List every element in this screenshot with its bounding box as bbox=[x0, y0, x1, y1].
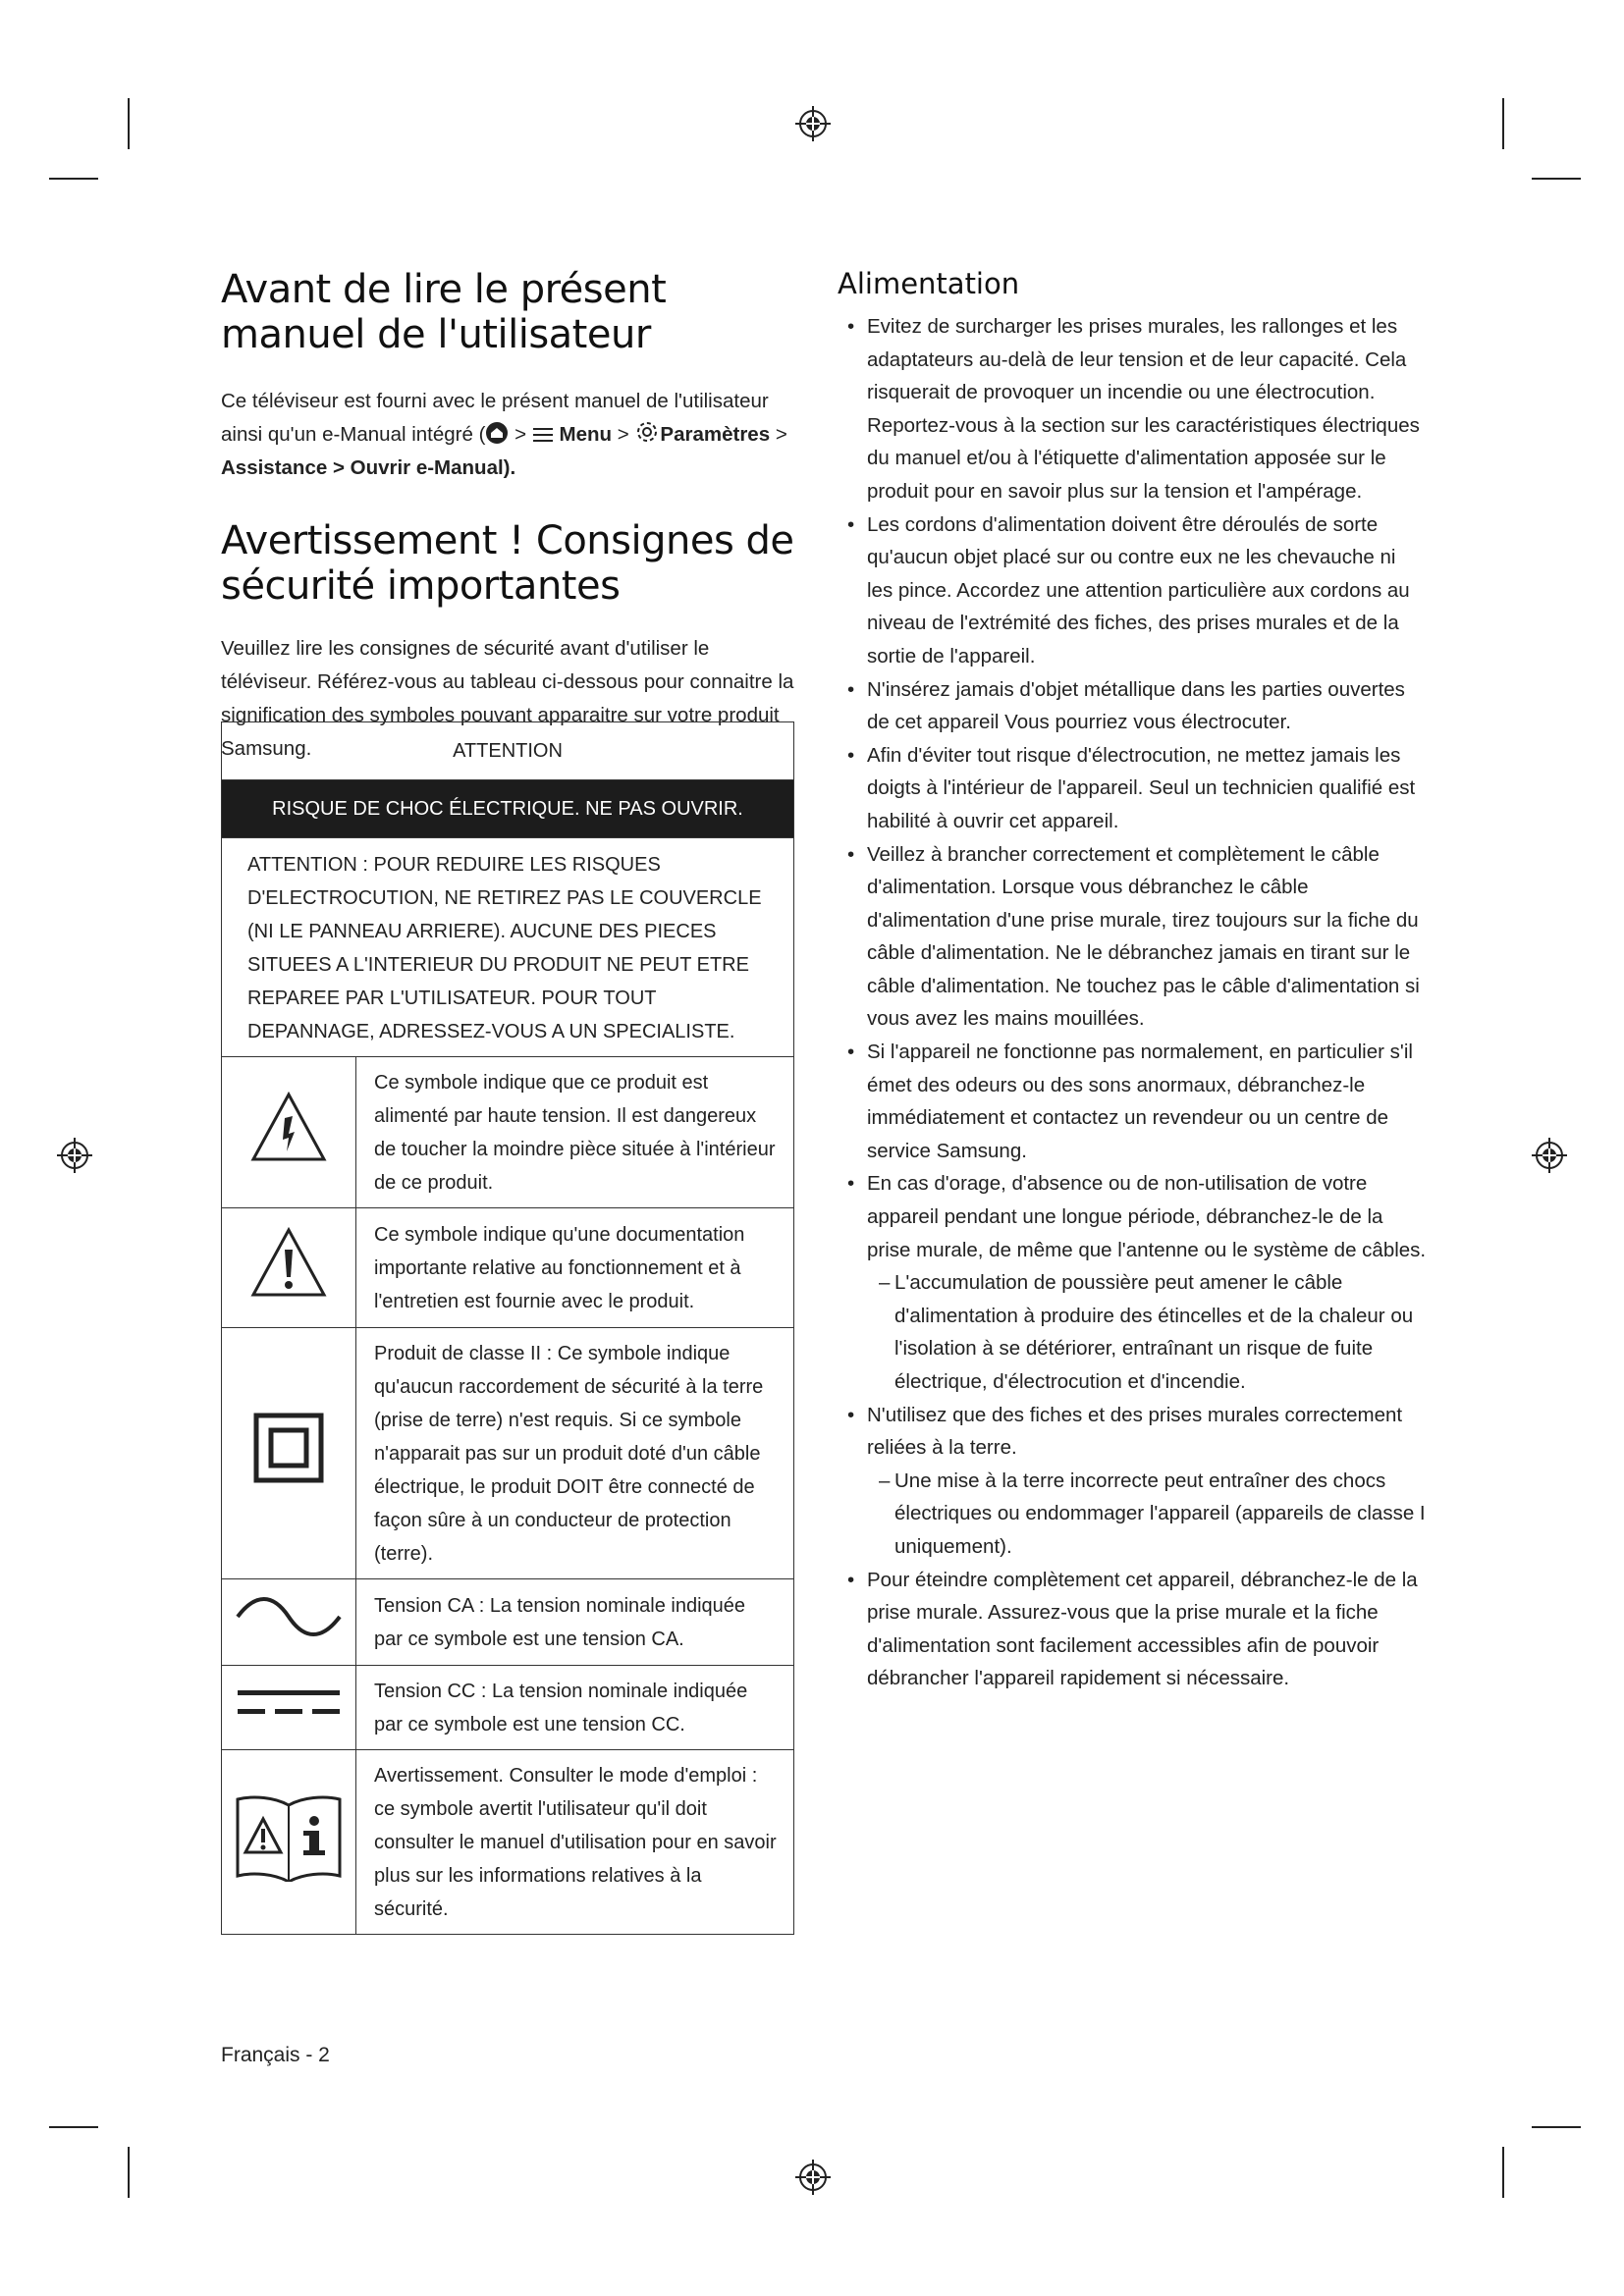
assistance-path: Assistance > Ouvrir e-Manual). bbox=[221, 456, 516, 479]
bullet-icon: • bbox=[847, 1568, 855, 1591]
bullet-icon: • bbox=[847, 743, 855, 767]
registration-mark-icon bbox=[793, 104, 833, 143]
page-footer: Français - 2 bbox=[221, 2044, 330, 2066]
crop-mark bbox=[128, 98, 130, 149]
registration-mark-icon bbox=[1530, 1136, 1569, 1175]
warning-title: Avertissement ! Consignes de sécurité importantes bbox=[221, 518, 794, 609]
symbol-description: Tension CC : La tension nominale indiquée par ce symbole est une tension CC. bbox=[356, 1666, 794, 1750]
ac-wave-icon bbox=[234, 1597, 344, 1636]
symbol-description: Ce symbole indique qu'une documentation importante relative au fonctionnement et à l'entretien est fournie avec le produit. bbox=[356, 1208, 794, 1328]
attention-header: ATTENTION bbox=[222, 722, 794, 780]
registration-mark-icon bbox=[55, 1136, 94, 1175]
bullet-icon: • bbox=[847, 842, 855, 866]
list-item: • Pour éteindre complètement cet appareil, débranchez-le de la prise murale. Assurez-vous que la prise murale et la fiche d'alimentation sont facilement accessibles afin de pouvoir débrancher l'appareil rapidement si nécessaire. bbox=[838, 1564, 1427, 1695]
bullet-icon: • bbox=[847, 1041, 855, 1064]
sub-item: – Une mise à la terre incorrecte peut entraîner des chocs électriques ou endommager l'appareil (appareils de classe I uniquement). bbox=[867, 1465, 1427, 1564]
intro-paragraph: Ce téléviseur est fourni avec le présent manuel de l'utilisateur ainsi qu'un e-Manual intégré ( > Menu > Paramètres > Assistance > Ouvrir e-Manual). bbox=[221, 390, 787, 479]
crop-mark bbox=[49, 178, 98, 180]
bullet-icon: • bbox=[847, 315, 855, 338]
dash-icon: – bbox=[879, 1271, 891, 1295]
registration-mark-icon bbox=[793, 2158, 833, 2197]
left-column bbox=[221, 267, 800, 787]
list-item: • Les cordons d'alimentation doivent être déroulés de sorte qu'aucun objet placé sur ou contre eux ne les chevauche ni les pince. Accordez une attention particulière aux cordons au niveau de l'extrémité des fiches, des prises murales et de la sortie de l'appareil. bbox=[838, 508, 1427, 673]
bullet-icon: • bbox=[847, 1172, 855, 1196]
dc-lines-icon bbox=[234, 1682, 344, 1722]
list-item: • N'insérez jamais d'objet métallique dans les parties ouvertes de cet appareil Vous pourriez vous électrocuter. bbox=[838, 673, 1427, 739]
manual-warning-info-icon bbox=[232, 1791, 346, 1882]
gear-icon bbox=[634, 419, 660, 445]
home-icon bbox=[485, 421, 509, 445]
list-item: • N'utilisez que des fiches et des prises murales correctement reliées à la terre. – Une mise à la terre incorrecte peut entraîner des chocs électriques ou endommager l'appareil (appareils de classe I uniquement). bbox=[838, 1399, 1427, 1564]
safety-symbols-table bbox=[221, 721, 794, 1935]
crop-mark bbox=[1532, 2126, 1581, 2128]
right-column bbox=[838, 267, 1427, 1695]
crop-mark bbox=[1502, 2147, 1504, 2198]
power-section-title: Alimentation bbox=[838, 267, 1020, 300]
exclamation-warning-icon bbox=[249, 1226, 328, 1299]
warning-intro: Veuillez lire les consignes de sécurité avant d'utiliser le téléviseur. Référez-vous au tableau ci-dessous pour connaitre la signification des symboles pouvant apparaitre sur votre produit Samsung. bbox=[221, 637, 794, 760]
parametres-label: Paramètres bbox=[660, 423, 771, 446]
symbol-description: Produit de classe II : Ce symbole indique qu'aucun raccordement de sécurité à la terre (prise de terre) n'est requis. Si ce symbole n'apparait pas sur un produit doté d'un câble électrique, le produit DOIT être connecté de façon sûre à un conducteur de protection (terre). bbox=[356, 1328, 794, 1579]
class-ii-double-square-icon bbox=[253, 1413, 324, 1483]
crop-mark bbox=[128, 2147, 130, 2198]
page-title: Avant de lire le présent manuel de l'utilisateur bbox=[221, 267, 667, 357]
bullet-icon: • bbox=[847, 1403, 855, 1426]
table-row bbox=[222, 1666, 794, 1750]
menu-icon bbox=[532, 425, 554, 445]
power-list bbox=[838, 310, 1427, 1695]
crop-mark bbox=[1532, 178, 1581, 180]
table-row bbox=[222, 1057, 794, 1208]
symbol-description: Ce symbole indique que ce produit est alimenté par haute tension. Il est dangereux de toucher la moindre pièce située à l'intérieur de ce produit. bbox=[356, 1057, 794, 1208]
symbol-description: Avertissement. Consulter le mode d'emploi : ce symbole avertit l'utilisateur qu'il doit consulter le manuel d'utilisation pour en savoir plus sur les informations relatives à la sécurité. bbox=[356, 1750, 794, 1935]
table-row bbox=[222, 1750, 794, 1935]
crop-mark bbox=[1502, 98, 1504, 149]
crop-mark bbox=[49, 2126, 98, 2128]
list-item: • Afin d'éviter tout risque d'électrocution, ne mettez jamais les doigts à l'intérieur de l'appareil. Seul un technicien qualifié est habilité à ouvrir cet appareil. bbox=[838, 739, 1427, 838]
table-row bbox=[222, 1579, 794, 1666]
attention-text: ATTENTION : POUR REDUIRE LES RISQUES D'ELECTROCUTION, NE RETIREZ PAS LE COUVERCLE (NI LE PANNEAU ARRIERE). AUCUNE DES PIECES SITUEES A L'INTERIEUR DU PRODUIT NE PEUT ETRE REPAREE PAR L'UTILISATEUR. POUR TOUT DEPANNAGE, ADRESSEZ-VOUS A UN SPECIALISTE. bbox=[222, 838, 794, 1057]
intro-text: Ce téléviseur est fourni avec le présent manuel de l'utilisateur ainsi qu'un e-Manual intégré ( bbox=[221, 390, 769, 446]
shock-banner: RISQUE DE CHOC ÉLECTRIQUE. NE PAS OUVRIR. bbox=[222, 780, 794, 838]
lightning-warning-icon bbox=[249, 1091, 328, 1163]
dash-icon: – bbox=[879, 1468, 891, 1492]
list-item: • Evitez de surcharger les prises murales, les rallonges et les adaptateurs au-delà de leur tension et de leur capacité. Cela risquerait de provoquer un incendie ou une électrocution. Reportez-vous à la section sur les caractéristiques électriques du manuel et/ou à l'étiquette d'alimentation apposée sur le produit pour en savoir plus sur la tension et l'ampérage. bbox=[838, 310, 1427, 508]
sub-item: – L'accumulation de poussière peut amener le câble d'alimentation à produire des étincelles et de la chaleur ou l'isolation à se détériorer, entraînant un risque de fuite électrique, d'électrocution et d'incendie. bbox=[867, 1266, 1427, 1398]
bullet-icon: • bbox=[847, 512, 855, 536]
list-item: • Si l'appareil ne fonctionne pas normalement, en particulier s'il émet des odeurs ou des sons anormaux, débranchez-le immédiatement et contactez un revendeur ou un centre de service Samsung. bbox=[838, 1036, 1427, 1167]
menu-label: Menu bbox=[559, 423, 613, 446]
bullet-icon: • bbox=[847, 677, 855, 701]
table-row bbox=[222, 1208, 794, 1328]
table-row bbox=[222, 1328, 794, 1579]
list-item: • En cas d'orage, d'absence ou de non-utilisation de votre appareil pendant une longue période, débranchez-le de la prise murale, de même que l'antenne ou le système de câbles. – L'accumulation de poussière peut amener le câble d'alimentation à produire des étincelles et de la chaleur ou l'isolation à se détériorer, entraînant un risque de fuite électrique, d'électrocution et d'incendie. bbox=[838, 1167, 1427, 1398]
list-item: • Veillez à brancher correctement et complètement le câble d'alimentation. Lorsque vous débranchez le câble d'alimentation d'une prise murale, tirez toujours sur la fiche du câble d'alimentation. Ne le débranchez jamais en tirant sur le câble d'alimentation. Ne touchez pas le câble d'alimentation si vous avez les mains mouillées. bbox=[838, 838, 1427, 1037]
symbol-description: Tension CA : La tension nominale indiquée par ce symbole est une tension CA. bbox=[356, 1579, 794, 1666]
